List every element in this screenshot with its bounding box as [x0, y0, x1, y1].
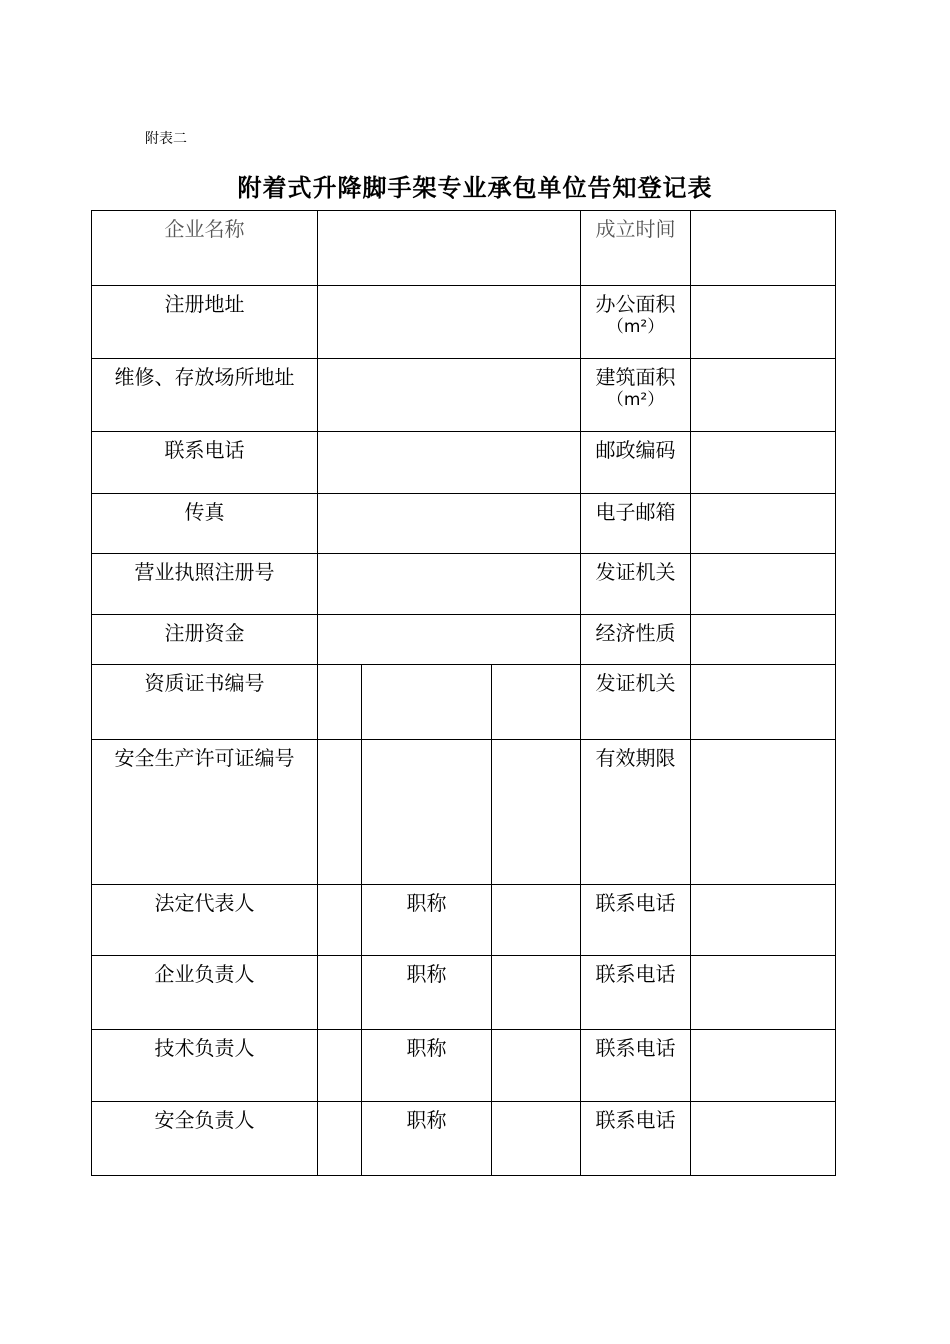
company-head-name-field[interactable]	[318, 956, 362, 1030]
fax-label: 传真	[92, 494, 318, 554]
company-head-title-label: 职称	[362, 956, 492, 1030]
registered-capital-label: 注册资金	[92, 615, 318, 665]
office-area-field[interactable]	[691, 286, 836, 359]
safety-license-label: 安全生产许可证编号	[92, 740, 318, 885]
cert-issuer-label: 发证机关	[581, 665, 691, 740]
phone-label: 联系电话	[92, 432, 318, 494]
email-label: 电子邮箱	[581, 494, 691, 554]
row-legal-rep	[92, 885, 836, 956]
company-head-title-field[interactable]	[492, 956, 581, 1030]
row-registered-capital	[92, 615, 836, 665]
cert-issuer-field[interactable]	[691, 665, 836, 740]
safety-head-phone-label: 联系电话	[581, 1102, 691, 1176]
company-name-label: 企业名称	[92, 211, 318, 286]
registered-address-label: 注册地址	[92, 286, 318, 359]
company-head-phone-field[interactable]	[691, 956, 836, 1030]
license-issuer-field[interactable]	[691, 554, 836, 615]
validity-period-field[interactable]	[691, 740, 836, 885]
email-field[interactable]	[691, 494, 836, 554]
postal-code-field[interactable]	[691, 432, 836, 494]
phone-field[interactable]	[318, 432, 581, 494]
qualification-cert-label: 资质证书编号	[92, 665, 318, 740]
office-area-label: 办公面积	[595, 292, 676, 316]
founding-date-label: 成立时间	[581, 211, 691, 286]
company-name-field[interactable]	[318, 211, 581, 286]
legal-rep-title-field[interactable]	[492, 885, 581, 956]
row-tech-head	[92, 1030, 836, 1102]
safety-head-title-label: 职称	[362, 1102, 492, 1176]
safety-head-title-field[interactable]	[492, 1102, 581, 1176]
registration-form-table	[91, 210, 836, 1176]
registered-capital-field[interactable]	[318, 615, 581, 665]
building-area-label: 建筑面积	[595, 365, 676, 389]
row-company-name	[92, 211, 836, 286]
safety-head-label: 安全负责人	[92, 1102, 318, 1176]
row-company-head	[92, 956, 836, 1030]
license-issuer-label: 发证机关	[581, 554, 691, 615]
building-area-unit: （m²）	[606, 390, 665, 410]
validity-period-label: 有效期限	[581, 740, 691, 885]
business-license-label: 营业执照注册号	[92, 554, 318, 615]
business-license-field[interactable]	[318, 554, 581, 615]
tech-head-phone-field[interactable]	[691, 1030, 836, 1102]
founding-date-field[interactable]	[691, 211, 836, 286]
row-safety-license	[92, 740, 836, 885]
economic-nature-label: 经济性质	[581, 615, 691, 665]
row-maintenance-address	[92, 359, 836, 432]
fax-field[interactable]	[318, 494, 581, 554]
tech-head-label: 技术负责人	[92, 1030, 318, 1102]
office-area-label-cell	[581, 286, 691, 359]
row-business-license	[92, 554, 836, 615]
safety-head-name-field[interactable]	[318, 1102, 362, 1176]
qualification-cert-field-2[interactable]	[362, 665, 492, 740]
appendix-label: 附表二	[145, 131, 187, 147]
safety-license-field-3[interactable]	[492, 740, 581, 885]
office-area-unit: （m²）	[606, 317, 665, 337]
maintenance-address-field[interactable]	[318, 359, 581, 432]
company-head-label: 企业负责人	[92, 956, 318, 1030]
row-qualification-cert	[92, 665, 836, 740]
building-area-field[interactable]	[691, 359, 836, 432]
safety-head-phone-field[interactable]	[691, 1102, 836, 1176]
economic-nature-field[interactable]	[691, 615, 836, 665]
legal-rep-name-field[interactable]	[318, 885, 362, 956]
tech-head-phone-label: 联系电话	[581, 1030, 691, 1102]
row-fax	[92, 494, 836, 554]
legal-rep-label: 法定代表人	[92, 885, 318, 956]
safety-license-field-1[interactable]	[318, 740, 362, 885]
company-head-phone-label: 联系电话	[581, 956, 691, 1030]
registered-address-field[interactable]	[318, 286, 581, 359]
qualification-cert-field-1[interactable]	[318, 665, 362, 740]
maintenance-address-label: 维修、存放场所地址	[92, 359, 318, 432]
postal-code-label: 邮政编码	[581, 432, 691, 494]
tech-head-title-field[interactable]	[492, 1030, 581, 1102]
building-area-label-cell	[581, 359, 691, 432]
legal-rep-phone-field[interactable]	[691, 885, 836, 956]
row-registered-address	[92, 286, 836, 359]
safety-license-field-2[interactable]	[362, 740, 492, 885]
tech-head-title-label: 职称	[362, 1030, 492, 1102]
qualification-cert-field-3[interactable]	[492, 665, 581, 740]
row-phone	[92, 432, 836, 494]
form-title: 附着式升降脚手架专业承包单位告知登记表	[237, 173, 713, 202]
row-safety-head	[92, 1102, 836, 1176]
legal-rep-title-label: 职称	[362, 885, 492, 956]
legal-rep-phone-label: 联系电话	[581, 885, 691, 956]
tech-head-name-field[interactable]	[318, 1030, 362, 1102]
